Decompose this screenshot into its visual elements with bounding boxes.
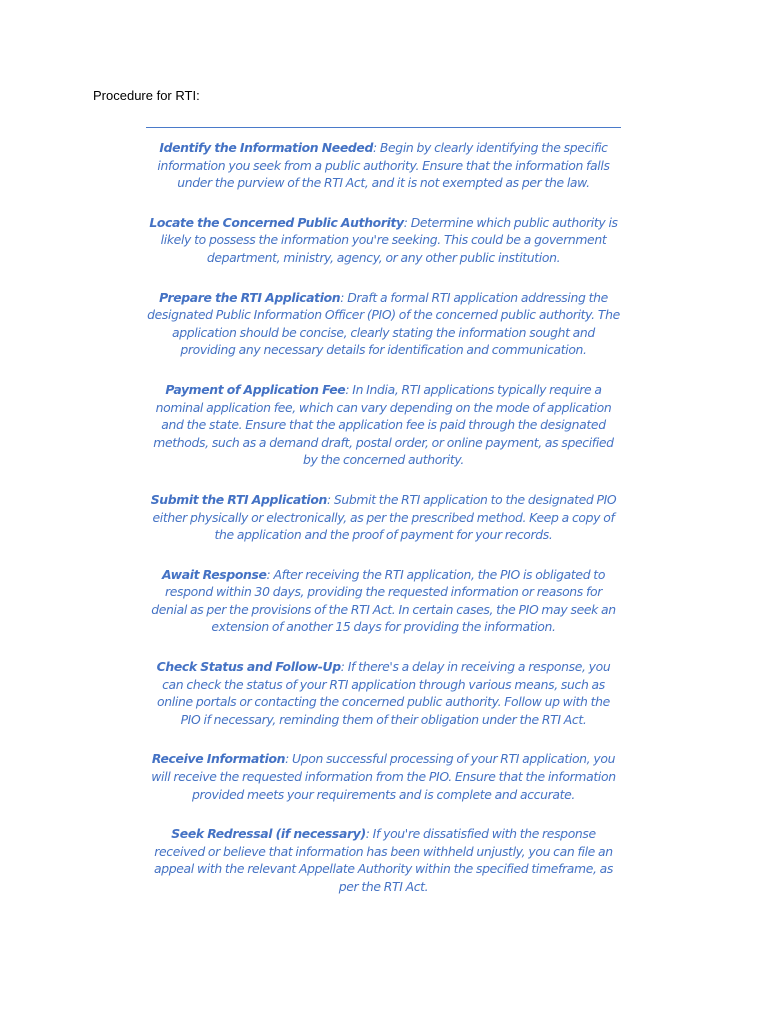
procedure-steps bbox=[146, 139, 621, 918]
step-seek-redressal bbox=[146, 825, 621, 895]
step-text: : After receiving the RTI application, the PIO is obligated to respond within 30 days, providing the requested information or reasons for denial as per the provisions of the RTI Act. In certain cases, the PIO may seek an extension of another 15 days for providing the information. bbox=[151, 566, 616, 635]
step-receive-information bbox=[146, 750, 621, 803]
page-heading: Procedure for RTI: bbox=[93, 88, 200, 103]
step-text: : Upon successful processing of your RTI application, you will receive the requested information from the PIO. Ensure that the information provided meets your requirements and is complete and accurate. bbox=[151, 751, 616, 802]
step-term: Payment of Application Fee bbox=[165, 381, 346, 397]
step-text: : In India, RTI applications typically require a nominal application fee, which can vary depending on the mode of application and the state. Ensure that the application fee is paid through the designated methods, such as a demand draft, postal order, or online payment, as specified by the concerned authority. bbox=[153, 381, 614, 468]
horizontal-rule bbox=[146, 127, 621, 128]
step-term: Check Status and Follow-Up bbox=[156, 659, 341, 675]
step-term: Await Response bbox=[161, 566, 267, 582]
step-term: Locate the Concerned Public Authority bbox=[149, 214, 404, 230]
step-term: Seek Redressal (if necessary) bbox=[171, 826, 366, 842]
step-term: Prepare the RTI Application bbox=[159, 289, 341, 305]
step-text: : Submit the RTI application to the designated PIO either physically or electronically, as per the prescribed method. Keep a copy of the application and the proof of payment for your records. bbox=[152, 491, 617, 543]
step-locate-authority bbox=[146, 214, 621, 267]
step-term: Receive Information bbox=[151, 751, 286, 767]
step-check-status bbox=[146, 658, 621, 728]
step-text: : Begin by clearly identifying the specific information you seek from a public authority. Ensure that the information falls under the purview of the RTI Act, and it is not exempted as per the law. bbox=[157, 140, 610, 191]
step-term: Identify the Information Needed bbox=[159, 140, 373, 155]
step-identify-information bbox=[146, 139, 621, 192]
step-text: : Determine which public authority is likely to possess the information you're seeking. This could be a government department, ministry, agency, or any other public institution. bbox=[160, 214, 618, 265]
step-prepare-application bbox=[146, 289, 621, 359]
step-submit-application bbox=[146, 491, 621, 544]
step-text: : Draft a formal RTI application addressing the designated Public Information Officer (PIO) of the concerned public authority. The application should be concise, clearly stating the information sought and providing any necessary details for identification and communication. bbox=[147, 289, 620, 358]
step-payment-fee bbox=[146, 381, 621, 469]
step-text: : If there's a delay in receiving a response, you can check the status of your RTI application through various means, such as online portals or contacting the concerned public authority. Follow up with the PIO if necessary, reminding them of their obligation under the RTI Act. bbox=[157, 659, 611, 727]
step-await-response bbox=[146, 566, 621, 636]
step-term: Submit the RTI Application bbox=[150, 491, 327, 507]
step-text: : If you're dissatisfied with the response received or believe that information has been withheld unjustly, you can file an appeal with the relevant Appellate Authority within the specified timeframe, as per the RTI Act. bbox=[153, 826, 614, 894]
